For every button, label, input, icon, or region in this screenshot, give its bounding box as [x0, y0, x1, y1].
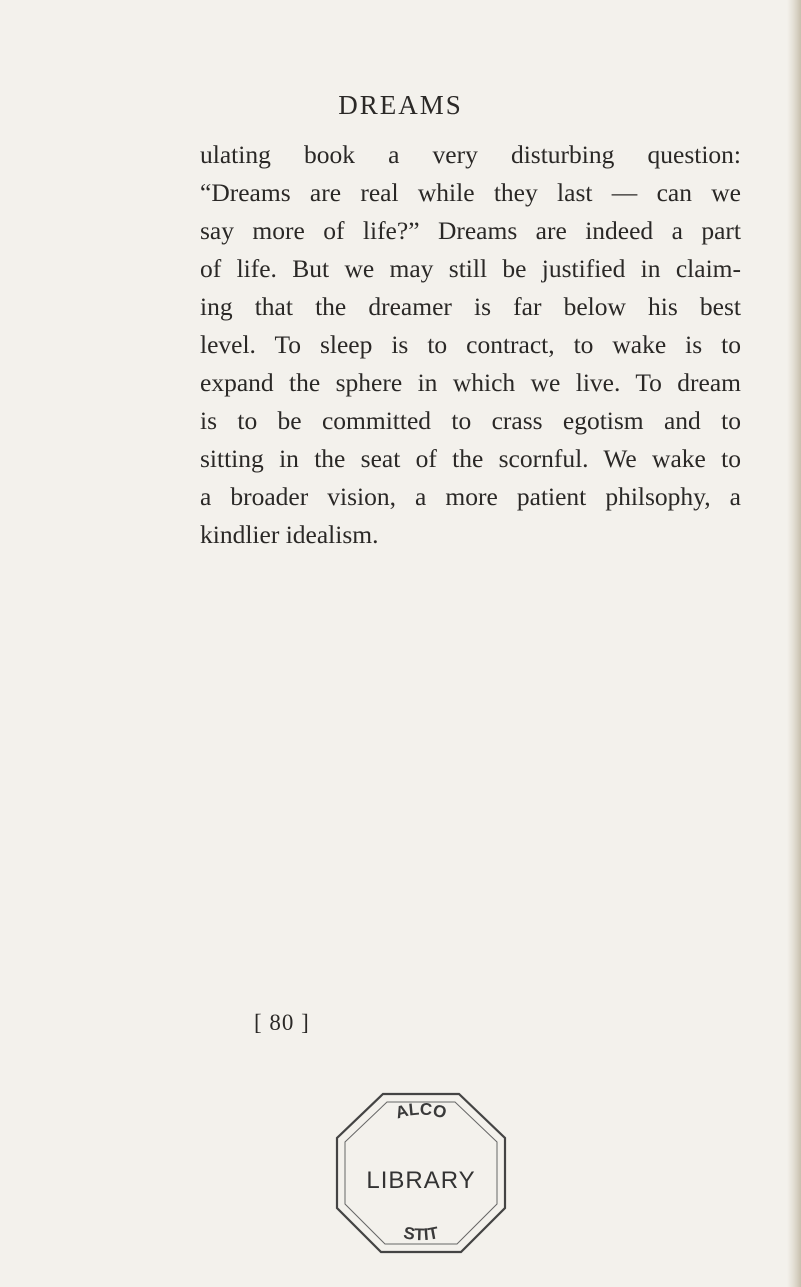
text-line: is to be committed to crass egotism and to [200, 406, 741, 435]
stamp-top-arc-text: ALCO [393, 1099, 449, 1123]
text-line: of life. But we may still be justified in claim- [200, 254, 741, 283]
page-edge-shadow [787, 0, 801, 1287]
text-line: a broader vision, a more patient philsophy, a [200, 482, 741, 511]
text-line: level. To sleep is to contract, to wake is to [200, 330, 741, 359]
text-line: kindlier idealism. [200, 520, 379, 549]
text-line: say more of life?” Dreams are indeed a part [200, 216, 741, 245]
text-line: ing that the dreamer is far below his best [200, 292, 741, 321]
library-stamp [323, 1080, 519, 1266]
stamp-bottom-arc-text: STIT [402, 1223, 440, 1245]
stamp-svg [323, 1080, 519, 1266]
text-line: “Dreams are real while they last — can we [200, 178, 741, 207]
running-head: DREAMS [338, 90, 463, 120]
body-paragraph [200, 136, 741, 554]
text-line: expand the sphere in which we live. To dream [200, 368, 741, 397]
page-number: [ 80 ] [254, 1010, 310, 1035]
stamp-center-text: LIBRARY [366, 1167, 476, 1194]
text-line: ulating book a very disturbing question: [200, 140, 741, 169]
text-line: sitting in the seat of the scornful. We wake to [200, 444, 741, 473]
